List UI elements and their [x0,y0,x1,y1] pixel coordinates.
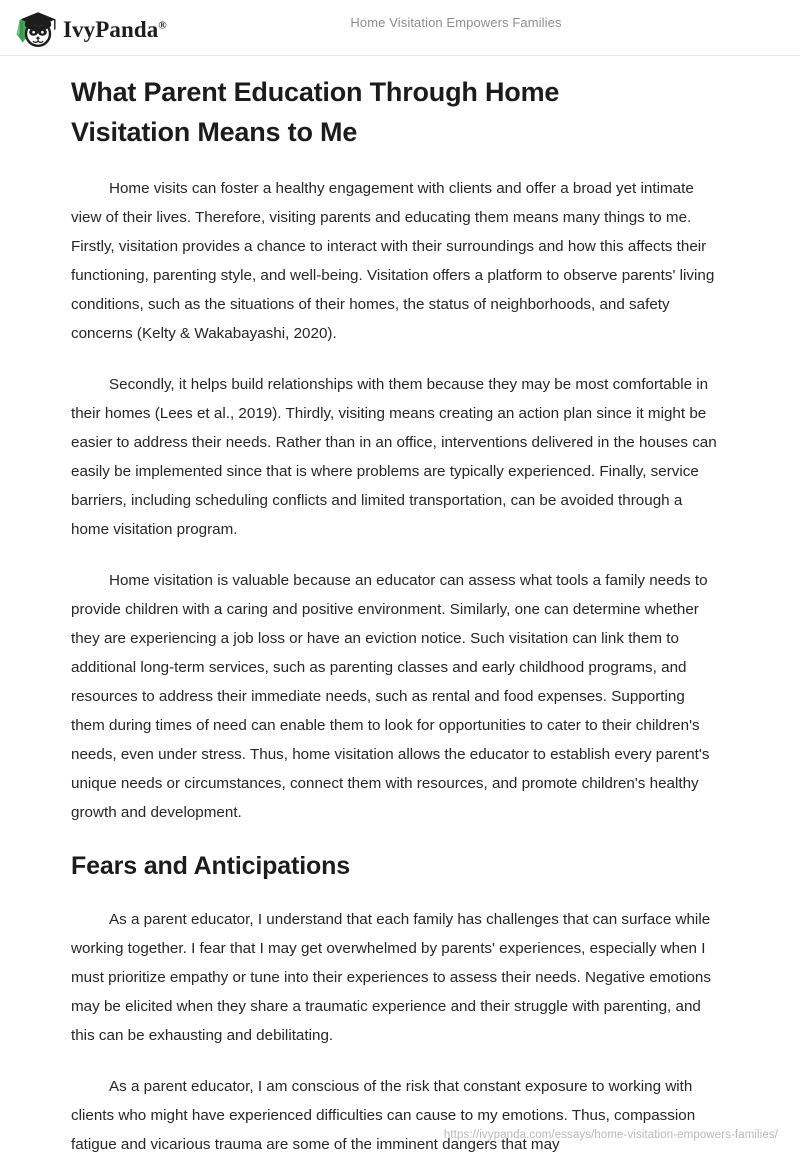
registered-mark: ® [158,18,167,31]
paragraph-3: Home visitation is valuable because an educator can assess what tools a family needs to provide children with a caring and positive environment. Similarly, one can determine whether they are experiencing a job loss or have an eviction notice. Such visitation can link them to additional long-term services, such as parenting classes and early childhood programs, and resources to address their immediate needs, such as rental and food expenses. Supporting them during times of need can enable them to look for opportunities to cater to their children's needs, even under stress. Thus, home visitation allows the educator to establish every parent's unique needs or circumstances, connect them with resources, and promote children's healthy growth and development. [71,572,710,821]
paragraph-4: As a parent educator, I understand that each family has challenges that can surface while working together. I fear that I may get overwhelmed by parents' experiences, especially when I must prioritize empathy or tune into their experiences to assess their needs. Negative emotions may be elicited when they share a traumatic experience and their struggle with parenting, and this can be exhausting and debilitating. [71,911,711,1044]
paragraph-5: As a parent educator, I am conscious of the risk that constant exposure to working with clients who might have experienced difficulties can cause to my emotions. Thus, compassion fatigue and vicarious trauma are some of the imminent dangers that may [71,1078,696,1153]
running-title: Home Visitation Empowers Families [350,15,562,30]
paragraph-1: Home visits can foster a healthy engagement with clients and offer a broad yet intimate view of their lives. Therefore, visiting parents and educating them means many things to me. Firstly, visitation provides a chance to interact with their surroundings and how this affects their functioning, parenting style, and well-being. Visitation offers a platform to observe parents' living conditions, such as the situations of their homes, the status of neighborhoods, and safety concerns (Kelty & Wakabayashi, 2020). [71,180,715,342]
brand-name-text: IvyPanda [63,16,159,42]
site-header [0,0,800,56]
footer-source-url[interactable]: https://ivypanda.com/essays/home-visitation-empowers-families/ [443,1129,778,1141]
section-heading-fears-and-anticipations: Fears and Anticipations [71,852,351,880]
paragraph-2: Secondly, it helps build relationships with them because they may be most comfortable in their homes (Lees et al., 2019). Thirdly, visiting means creating an action plan since it might be easier to address their needs. Rather than in an office, interventions delivered in the houses can easily be implemented since that is where problems are typically experienced. Finally, service barriers, including scheduling conflicts and limited transportation, can be avoided through a home visitation program. [71,376,717,538]
page-title: What Parent Education Through Home Visitation Means to Me [71,77,560,147]
article-body [71,72,721,1159]
